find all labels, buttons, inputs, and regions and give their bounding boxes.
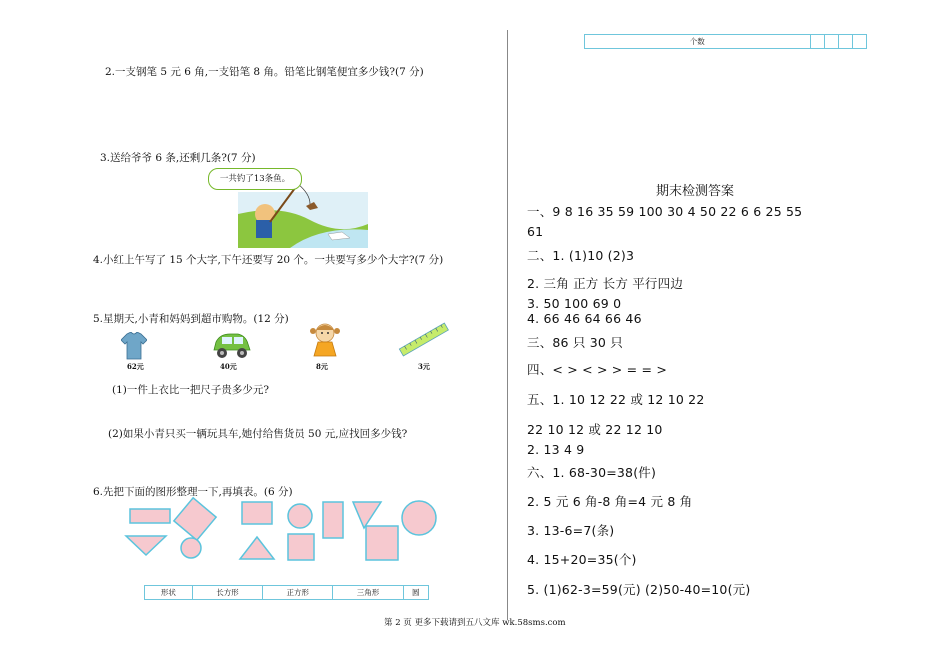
- doll-icon: [308, 322, 342, 360]
- rectangle-shape: [130, 509, 170, 523]
- answer-title: 期末检测答案: [656, 184, 735, 199]
- answer-line: 3. 13-6=7(条): [527, 523, 615, 538]
- question-6: 6.先把下面的图形整理一下,再填表。(6 分): [93, 486, 293, 498]
- answer-line: 4. 66 46 64 66 46: [527, 311, 642, 326]
- question-5-2: (2)如果小青只买一辆玩具车,她付给售货员 50 元,应找回多少钱?: [108, 428, 408, 440]
- answer-line: 六、1. 68-30=38(件): [527, 465, 657, 480]
- table-header: 圆: [403, 586, 428, 600]
- shape-count-table: [144, 585, 429, 600]
- question-5-1: (1)一件上衣比一把尺子贵多少元?: [112, 384, 270, 396]
- answer-line: 三、86 只 30 只: [527, 335, 623, 350]
- triangle-shape: [353, 502, 381, 528]
- triangle-shape: [240, 537, 274, 559]
- square-shape: [366, 526, 398, 560]
- answer-line: 一、9 8 16 35 59 100 30 4 50 22 6 6 25 55: [527, 204, 803, 219]
- answer-line: 二、1. (1)10 (2)3: [527, 248, 635, 263]
- item-price-car: 40元: [220, 362, 237, 371]
- triangle-shape: [126, 536, 166, 555]
- answer-line: 五、1. 10 12 22 或 12 10 22: [527, 392, 705, 407]
- answer-line: 2. 13 4 9: [527, 442, 585, 457]
- answer-line: 4. 15+20=35(个): [527, 552, 637, 567]
- question-5: 5.星期天,小青和妈妈到超市购物。(12 分): [93, 313, 289, 325]
- square-shape: [174, 498, 216, 540]
- item-price-shirt: 62元: [127, 362, 144, 371]
- question-4: 4.小红上午写了 15 个大字,下午还要写 20 个。一共要写多少个大字?(7 分): [93, 254, 444, 266]
- speech-bubble: 一共钓了13条鱼。: [208, 168, 302, 190]
- question-2: 2.一支钢笔 5 元 6 角,一支铅笔 8 角。铅笔比钢笔便宜多少钱?(7 分): [105, 66, 424, 78]
- table-cell: [810, 35, 824, 49]
- answer-line: 2. 5 元 6 角-8 角=4 元 8 角: [527, 494, 693, 509]
- rectangle-shape: [242, 502, 272, 524]
- shirt-icon: [121, 332, 147, 360]
- shapes-figure: [120, 494, 450, 574]
- answer-line: 61: [527, 224, 544, 239]
- question-3: 3.送给爷爷 6 条,还剩几条?(7 分): [100, 152, 256, 164]
- toy-car-icon: [210, 332, 252, 360]
- item-price-doll: 8元: [316, 362, 328, 371]
- table-row-label: 个数: [585, 35, 811, 49]
- circle-shape: [181, 538, 201, 558]
- square-shape: [288, 534, 314, 560]
- count-table: [584, 34, 867, 49]
- circle-shape: [402, 501, 436, 535]
- ruler-icon: [396, 322, 450, 358]
- answer-line: 3. 50 100 69 0: [527, 296, 622, 311]
- item-price-ruler: 3元: [418, 362, 430, 371]
- table-cell: [838, 35, 852, 49]
- table-header: 形状: [145, 586, 193, 600]
- answer-line: 22 10 12 或 22 12 10: [527, 422, 663, 437]
- answer-line: 2. 三角 正方 长方 平行四边: [527, 276, 684, 291]
- table-header: 正方形: [263, 586, 333, 600]
- circle-shape: [288, 504, 312, 528]
- answer-line: 四、< > < > > = = >: [527, 362, 668, 377]
- table-cell: [824, 35, 838, 49]
- answer-line: 5. (1)62-3=59(元) (2)50-40=10(元): [527, 582, 751, 597]
- table-cell: [852, 35, 866, 49]
- table-header: 长方形: [192, 586, 262, 600]
- table-header: 三角形: [333, 586, 403, 600]
- rectangle-shape: [323, 502, 343, 538]
- page-divider: [507, 30, 508, 620]
- page-footer: 第 2 页 更多下载请到五八文库 wk.58sms.com: [384, 618, 566, 628]
